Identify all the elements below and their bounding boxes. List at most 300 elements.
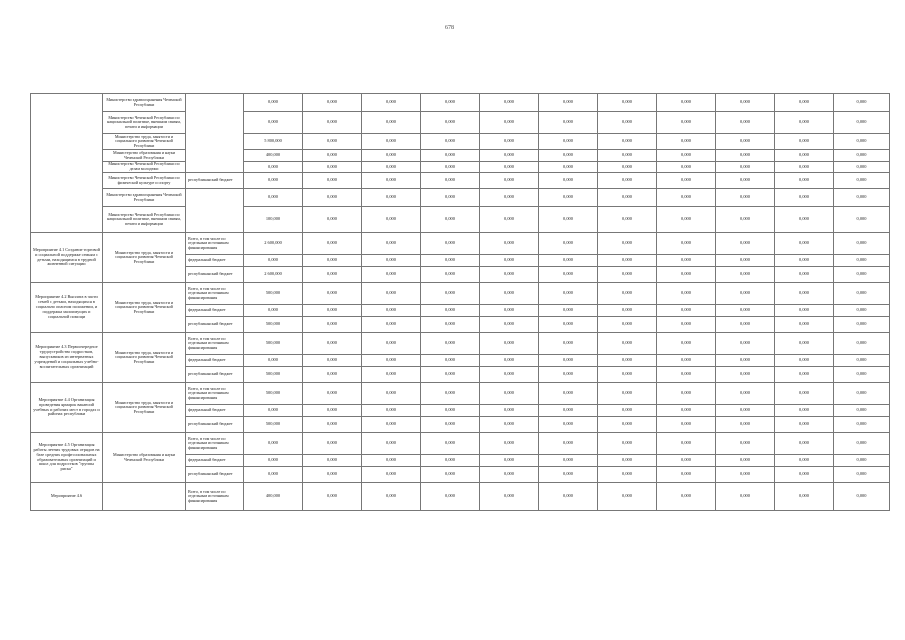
value-cell: 0,000 xyxy=(362,483,421,511)
value-cell: 0,000 xyxy=(421,150,480,162)
value-cell: 0,000 xyxy=(598,317,657,333)
value-cell: 0,000 xyxy=(421,367,480,383)
value-cell: 0,000 xyxy=(775,150,834,162)
value-cell: 0,000 xyxy=(834,112,890,134)
executor-cell: Министерство образования и науки Чеченской Республики xyxy=(103,150,186,162)
value-cell: 0,000 xyxy=(539,455,598,467)
value-cell: 0,000 xyxy=(657,112,716,134)
funding-source-cell xyxy=(186,189,244,233)
value-cell: 0,000 xyxy=(834,283,890,305)
value-cell: 0,000 xyxy=(775,267,834,283)
value-cell: 0,000 xyxy=(303,162,362,173)
value-cell: 0,000 xyxy=(716,367,775,383)
value-cell: 0,000 xyxy=(362,355,421,367)
table-row xyxy=(31,383,890,405)
value-cell: 0,000 xyxy=(716,455,775,467)
value-cell: 0,000 xyxy=(421,433,480,455)
value-cell: 0,000 xyxy=(539,162,598,173)
value-cell: 0,000 xyxy=(598,207,657,233)
value-cell: 0,000 xyxy=(716,150,775,162)
table-row xyxy=(31,189,890,207)
value-cell: 0,000 xyxy=(362,207,421,233)
value-cell: 0,000 xyxy=(775,417,834,433)
value-cell: 0,000 xyxy=(834,483,890,511)
value-cell: 0,000 xyxy=(244,173,303,189)
value-cell: 0,000 xyxy=(657,189,716,207)
value-cell: 0,000 xyxy=(480,233,539,255)
value-cell: 0,000 xyxy=(480,207,539,233)
funding-source-cell: Всего, в том числе по отдельным источникам финансирования xyxy=(186,433,244,455)
value-cell: 0,000 xyxy=(421,267,480,283)
value-cell: 0,000 xyxy=(480,467,539,483)
value-cell: 0,000 xyxy=(657,267,716,283)
value-cell: 0,000 xyxy=(657,433,716,455)
value-cell: 0,000 xyxy=(480,455,539,467)
value-cell: 0,000 xyxy=(598,405,657,417)
funding-source-cell: Всего, в том числе по отдельным источникам финансирования xyxy=(186,483,244,511)
funding-source-cell: федеральный бюджет xyxy=(186,355,244,367)
value-cell: 0,000 xyxy=(244,162,303,173)
value-cell: 0,000 xyxy=(480,483,539,511)
value-cell: 0,000 xyxy=(303,207,362,233)
value-cell: 0,000 xyxy=(480,433,539,455)
value-cell: 0,000 xyxy=(716,173,775,189)
value-cell: 0,000 xyxy=(657,333,716,355)
value-cell: 0,000 xyxy=(303,283,362,305)
value-cell: 0,000 xyxy=(716,433,775,455)
value-cell: 5 800,000 xyxy=(244,134,303,150)
value-cell: 0,000 xyxy=(480,283,539,305)
value-cell: 0,000 xyxy=(716,467,775,483)
value-cell: 0,000 xyxy=(362,383,421,405)
value-cell: 0,000 xyxy=(775,189,834,207)
value-cell: 0,000 xyxy=(480,267,539,283)
table-row xyxy=(31,333,890,355)
value-cell: 0,000 xyxy=(362,405,421,417)
value-cell: 0,000 xyxy=(834,455,890,467)
value-cell: 0,000 xyxy=(244,455,303,467)
value-cell: 0,000 xyxy=(716,483,775,511)
value-cell: 0,000 xyxy=(362,367,421,383)
funding-source-cell: федеральный бюджет xyxy=(186,455,244,467)
value-cell: 0,000 xyxy=(716,134,775,150)
value-cell: 500,000 xyxy=(244,367,303,383)
value-cell: 0,000 xyxy=(657,173,716,189)
value-cell: 0,000 xyxy=(598,367,657,383)
value-cell: 0,000 xyxy=(480,417,539,433)
value-cell: 0,000 xyxy=(716,267,775,283)
value-cell: 0,000 xyxy=(657,283,716,305)
activity-cell: Мероприятие 4.4 Организация проведения ярмарок вакансий учебных и рабочих мест в городах и районах республики xyxy=(31,383,103,433)
value-cell: 0,000 xyxy=(775,233,834,255)
value-cell: 0,000 xyxy=(539,333,598,355)
executor-cell: Министерство труда, занятости и социального развития Чеченской Республики xyxy=(103,283,186,333)
funding-source-cell: республиканский бюджет xyxy=(186,367,244,383)
value-cell: 0,000 xyxy=(539,483,598,511)
value-cell: 0,000 xyxy=(834,405,890,417)
funding-source-cell: Всего, в том числе по отдельным источникам финансирования xyxy=(186,333,244,355)
value-cell: 0,000 xyxy=(775,455,834,467)
value-cell: 0,000 xyxy=(244,255,303,267)
value-cell: 0,000 xyxy=(539,367,598,383)
table-row xyxy=(31,94,890,112)
value-cell: 0,000 xyxy=(598,189,657,207)
value-cell: 0,000 xyxy=(775,367,834,383)
value-cell: 0,000 xyxy=(539,267,598,283)
value-cell: 0,000 xyxy=(421,255,480,267)
value-cell: 0,000 xyxy=(303,383,362,405)
value-cell: 0,000 xyxy=(539,207,598,233)
value-cell: 0,000 xyxy=(480,355,539,367)
value-cell: 0,000 xyxy=(244,305,303,317)
value-cell: 0,000 xyxy=(539,433,598,455)
value-cell: 0,000 xyxy=(834,383,890,405)
value-cell: 0,000 xyxy=(775,207,834,233)
value-cell: 0,000 xyxy=(362,267,421,283)
table-row xyxy=(31,233,890,255)
value-cell: 0,000 xyxy=(362,112,421,134)
value-cell: 0,000 xyxy=(480,189,539,207)
value-cell: 0,000 xyxy=(775,173,834,189)
value-cell: 0,000 xyxy=(362,317,421,333)
executor-cell: Министерство Чеченской Республики по национальной политике, внешним связям, печати и информации xyxy=(103,207,186,233)
value-cell: 0,000 xyxy=(598,383,657,405)
executor-cell: Министерство труда, занятости и социального развития Чеченской Республики xyxy=(103,233,186,283)
value-cell: 0,000 xyxy=(834,355,890,367)
value-cell: 0,000 xyxy=(598,150,657,162)
value-cell: 0,000 xyxy=(362,233,421,255)
executor-cell: Министерство Чеченской Республики по делам молодежи xyxy=(103,162,186,173)
value-cell: 0,000 xyxy=(716,405,775,417)
value-cell: 0,000 xyxy=(303,433,362,455)
value-cell: 0,000 xyxy=(421,283,480,305)
value-cell: 0,000 xyxy=(657,305,716,317)
value-cell: 0,000 xyxy=(539,189,598,207)
value-cell: 0,000 xyxy=(421,383,480,405)
value-cell: 0,000 xyxy=(539,317,598,333)
value-cell: 0,000 xyxy=(480,333,539,355)
funding-source-cell: федеральный бюджет xyxy=(186,255,244,267)
value-cell: 0,000 xyxy=(539,283,598,305)
value-cell: 0,000 xyxy=(657,417,716,433)
table-row xyxy=(31,483,890,511)
value-cell: 500,000 xyxy=(244,417,303,433)
activity-cell: Мероприятие 4.3 Первоочередное трудоустройство подростков, выпускников из интернатных учреждений и социальных учебно-воспитательных организаций xyxy=(31,333,103,383)
value-cell: 0,000 xyxy=(362,467,421,483)
table-row xyxy=(31,162,890,173)
value-cell: 0,000 xyxy=(775,305,834,317)
table-row xyxy=(31,134,890,150)
value-cell: 0,000 xyxy=(775,162,834,173)
value-cell: 0,000 xyxy=(716,317,775,333)
value-cell: 0,000 xyxy=(716,417,775,433)
value-cell: 0,000 xyxy=(657,467,716,483)
value-cell: 0,000 xyxy=(775,383,834,405)
value-cell: 0,000 xyxy=(244,405,303,417)
value-cell: 0,000 xyxy=(539,383,598,405)
value-cell: 0,000 xyxy=(834,150,890,162)
value-cell: 0,000 xyxy=(421,112,480,134)
value-cell: 0,000 xyxy=(657,317,716,333)
value-cell: 0,000 xyxy=(421,94,480,112)
value-cell: 0,000 xyxy=(775,255,834,267)
value-cell: 0,000 xyxy=(716,233,775,255)
value-cell: 0,000 xyxy=(716,383,775,405)
value-cell: 400,000 xyxy=(244,483,303,511)
value-cell: 0,000 xyxy=(598,94,657,112)
value-cell: 0,000 xyxy=(657,367,716,383)
value-cell: 0,000 xyxy=(362,173,421,189)
value-cell: 0,000 xyxy=(716,94,775,112)
value-cell: 0,000 xyxy=(421,162,480,173)
value-cell: 0,000 xyxy=(657,134,716,150)
value-cell: 0,000 xyxy=(834,333,890,355)
value-cell: 0,000 xyxy=(657,405,716,417)
value-cell: 0,000 xyxy=(716,255,775,267)
executor-cell: Министерство Чеченской Республики по физической культуре и спорту xyxy=(103,173,186,189)
funding-source-cell: Всего, в том числе по отдельным источникам финансирования xyxy=(186,383,244,405)
executor-cell: Министерство образования и науки Чеченской Республики xyxy=(103,433,186,483)
value-cell: 0,000 xyxy=(657,455,716,467)
value-cell: 0,000 xyxy=(657,255,716,267)
value-cell: 0,000 xyxy=(480,367,539,383)
value-cell: 0,000 xyxy=(775,433,834,455)
value-cell: 0,000 xyxy=(834,317,890,333)
value-cell: 0,000 xyxy=(598,112,657,134)
value-cell: 0,000 xyxy=(362,162,421,173)
value-cell: 0,000 xyxy=(716,207,775,233)
value-cell: 0,000 xyxy=(716,162,775,173)
value-cell: 0,000 xyxy=(480,305,539,317)
value-cell: 0,000 xyxy=(303,367,362,383)
value-cell: 400,000 xyxy=(244,150,303,162)
value-cell: 0,000 xyxy=(775,355,834,367)
value-cell: 0,000 xyxy=(539,405,598,417)
value-cell: 0,000 xyxy=(303,267,362,283)
value-cell: 0,000 xyxy=(657,162,716,173)
value-cell: 0,000 xyxy=(657,207,716,233)
value-cell: 0,000 xyxy=(421,455,480,467)
value-cell: 0,000 xyxy=(480,255,539,267)
value-cell: 0,000 xyxy=(303,134,362,150)
funding-source-cell: Всего, в том числе по отдельным источникам финансирования xyxy=(186,233,244,255)
value-cell: 0,000 xyxy=(303,355,362,367)
value-cell: 0,000 xyxy=(303,405,362,417)
table-row xyxy=(31,173,890,189)
value-cell: 0,000 xyxy=(539,134,598,150)
value-cell: 0,000 xyxy=(598,433,657,455)
value-cell: 0,000 xyxy=(598,283,657,305)
value-cell: 0,000 xyxy=(539,305,598,317)
value-cell: 0,000 xyxy=(421,417,480,433)
value-cell: 0,000 xyxy=(303,233,362,255)
executor-cell xyxy=(103,483,186,511)
value-cell: 0,000 xyxy=(244,467,303,483)
value-cell: 0,000 xyxy=(421,233,480,255)
funding-source-cell: республиканский бюджет xyxy=(186,417,244,433)
value-cell: 0,000 xyxy=(716,283,775,305)
value-cell: 0,000 xyxy=(421,134,480,150)
value-cell: 0,000 xyxy=(539,467,598,483)
value-cell: 0,000 xyxy=(421,355,480,367)
value-cell: 0,000 xyxy=(362,433,421,455)
value-cell: 0,000 xyxy=(598,417,657,433)
table-row xyxy=(31,433,890,455)
value-cell: 500,000 xyxy=(244,317,303,333)
value-cell: 0,000 xyxy=(598,134,657,150)
value-cell: 0,000 xyxy=(244,433,303,455)
value-cell: 0,000 xyxy=(834,207,890,233)
value-cell: 0,000 xyxy=(598,173,657,189)
value-cell: 0,000 xyxy=(834,367,890,383)
value-cell: 0,000 xyxy=(244,112,303,134)
value-cell: 0,000 xyxy=(421,173,480,189)
value-cell: 0,000 xyxy=(539,112,598,134)
value-cell: 0,000 xyxy=(775,483,834,511)
value-cell: 0,000 xyxy=(303,305,362,317)
value-cell: 0,000 xyxy=(421,305,480,317)
executor-cell: Министерство труда, занятости и социального развития Чеченской Республики xyxy=(103,333,186,383)
value-cell: 0,000 xyxy=(716,112,775,134)
value-cell: 0,000 xyxy=(362,305,421,317)
value-cell: 0,000 xyxy=(362,455,421,467)
value-cell: 0,000 xyxy=(657,483,716,511)
value-cell: 0,000 xyxy=(775,94,834,112)
value-cell: 0,000 xyxy=(303,189,362,207)
value-cell: 0,000 xyxy=(421,317,480,333)
value-cell: 500,000 xyxy=(244,283,303,305)
value-cell: 0,000 xyxy=(657,94,716,112)
funding-source-cell: республиканский бюджет xyxy=(186,173,244,189)
value-cell: 0,000 xyxy=(303,455,362,467)
value-cell: 0,000 xyxy=(539,417,598,433)
value-cell: 0,000 xyxy=(480,94,539,112)
value-cell: 0,000 xyxy=(598,162,657,173)
value-cell: 2 600,000 xyxy=(244,233,303,255)
value-cell: 500,000 xyxy=(244,383,303,405)
value-cell: 0,000 xyxy=(362,417,421,433)
value-cell: 0,000 xyxy=(362,150,421,162)
value-cell: 0,000 xyxy=(303,112,362,134)
value-cell: 0,000 xyxy=(775,333,834,355)
budget-table xyxy=(30,93,890,511)
value-cell: 0,000 xyxy=(244,94,303,112)
funding-source-cell: Всего, в том числе по отдельным источникам финансирования xyxy=(186,283,244,305)
value-cell: 0,000 xyxy=(657,150,716,162)
value-cell: 0,000 xyxy=(834,267,890,283)
value-cell: 0,000 xyxy=(303,173,362,189)
value-cell: 500,000 xyxy=(244,333,303,355)
value-cell: 0,000 xyxy=(598,455,657,467)
value-cell: 0,000 xyxy=(362,94,421,112)
value-cell: 0,000 xyxy=(598,255,657,267)
value-cell: 0,000 xyxy=(598,483,657,511)
value-cell: 0,000 xyxy=(657,355,716,367)
value-cell: 0,000 xyxy=(539,150,598,162)
value-cell: 0,000 xyxy=(598,355,657,367)
value-cell: 0,000 xyxy=(480,112,539,134)
value-cell: 0,000 xyxy=(775,467,834,483)
value-cell: 0,000 xyxy=(480,173,539,189)
value-cell: 0,000 xyxy=(303,94,362,112)
value-cell: 0,000 xyxy=(480,162,539,173)
value-cell: 0,000 xyxy=(834,233,890,255)
value-cell: 0,000 xyxy=(834,189,890,207)
value-cell: 0,000 xyxy=(303,417,362,433)
funding-source-cell: федеральный бюджет xyxy=(186,405,244,417)
funding-source-cell xyxy=(186,94,244,173)
value-cell: 0,000 xyxy=(480,317,539,333)
value-cell: 0,000 xyxy=(421,467,480,483)
value-cell: 0,000 xyxy=(716,305,775,317)
table-row xyxy=(31,112,890,134)
funding-source-cell: республиканский бюджет xyxy=(186,467,244,483)
value-cell: 0,000 xyxy=(303,317,362,333)
value-cell: 0,000 xyxy=(834,134,890,150)
value-cell: 0,000 xyxy=(303,333,362,355)
value-cell: 0,000 xyxy=(480,383,539,405)
value-cell: 0,000 xyxy=(716,189,775,207)
value-cell: 0,000 xyxy=(303,467,362,483)
activity-cell: Мероприятие 4.1 Создание торговой и социальной поддержке семьям с детьми, находящимся в трудной жизненной ситуации xyxy=(31,233,103,283)
activity-cell: Мероприятие 4.5 Организация работы летних трудовых отрядов на базе средних профессиональных образовательных организаций и школ для подростков "группы риска" xyxy=(31,433,103,483)
value-cell: 0,000 xyxy=(539,173,598,189)
value-cell: 0,000 xyxy=(598,305,657,317)
value-cell: 0,000 xyxy=(539,94,598,112)
value-cell: 0,000 xyxy=(657,233,716,255)
value-cell: 0,000 xyxy=(362,189,421,207)
value-cell: 100,000 xyxy=(244,207,303,233)
activity-cell: Мероприятие 4.6 xyxy=(31,483,103,511)
value-cell: 0,000 xyxy=(598,333,657,355)
value-cell: 0,000 xyxy=(716,355,775,367)
funding-source-cell: республиканский бюджет xyxy=(186,267,244,283)
value-cell: 0,000 xyxy=(244,355,303,367)
value-cell: 0,000 xyxy=(775,283,834,305)
value-cell: 0,000 xyxy=(362,283,421,305)
value-cell: 0,000 xyxy=(834,255,890,267)
value-cell: 0,000 xyxy=(834,94,890,112)
executor-cell: Министерство здравоохранения Чеченской Республики xyxy=(103,94,186,112)
value-cell: 0,000 xyxy=(421,405,480,417)
executor-cell: Министерство труда, занятости и социального развития Чеченской Республики xyxy=(103,134,186,150)
value-cell: 0,000 xyxy=(539,355,598,367)
funding-source-cell: республиканский бюджет xyxy=(186,317,244,333)
table-row xyxy=(31,150,890,162)
value-cell: 0,000 xyxy=(775,112,834,134)
activity-cell: Мероприятие 4.2 Выплата в части семей с детьми, находящихся в социально опасном положении, и поддержка малоимущих и социальной помощи xyxy=(31,283,103,333)
value-cell: 0,000 xyxy=(303,255,362,267)
value-cell: 0,000 xyxy=(834,433,890,455)
funding-source-cell: федеральный бюджет xyxy=(186,305,244,317)
executor-cell: Министерство Чеченской Республики по национальной политике, внешним связям, печати и информации xyxy=(103,112,186,134)
value-cell: 0,000 xyxy=(362,333,421,355)
value-cell: 0,000 xyxy=(834,417,890,433)
value-cell: 0,000 xyxy=(598,467,657,483)
value-cell: 0,000 xyxy=(421,333,480,355)
table-row xyxy=(31,207,890,233)
value-cell: 0,000 xyxy=(362,255,421,267)
value-cell: 0,000 xyxy=(834,467,890,483)
value-cell: 0,000 xyxy=(421,207,480,233)
value-cell: 0,000 xyxy=(834,173,890,189)
value-cell: 0,000 xyxy=(303,150,362,162)
executor-cell: Министерство труда, занятости и социального развития Чеченской Республики xyxy=(103,383,186,433)
value-cell: 0,000 xyxy=(480,134,539,150)
value-cell: 0,000 xyxy=(362,134,421,150)
value-cell: 0,000 xyxy=(775,134,834,150)
activity-cell xyxy=(31,94,103,233)
